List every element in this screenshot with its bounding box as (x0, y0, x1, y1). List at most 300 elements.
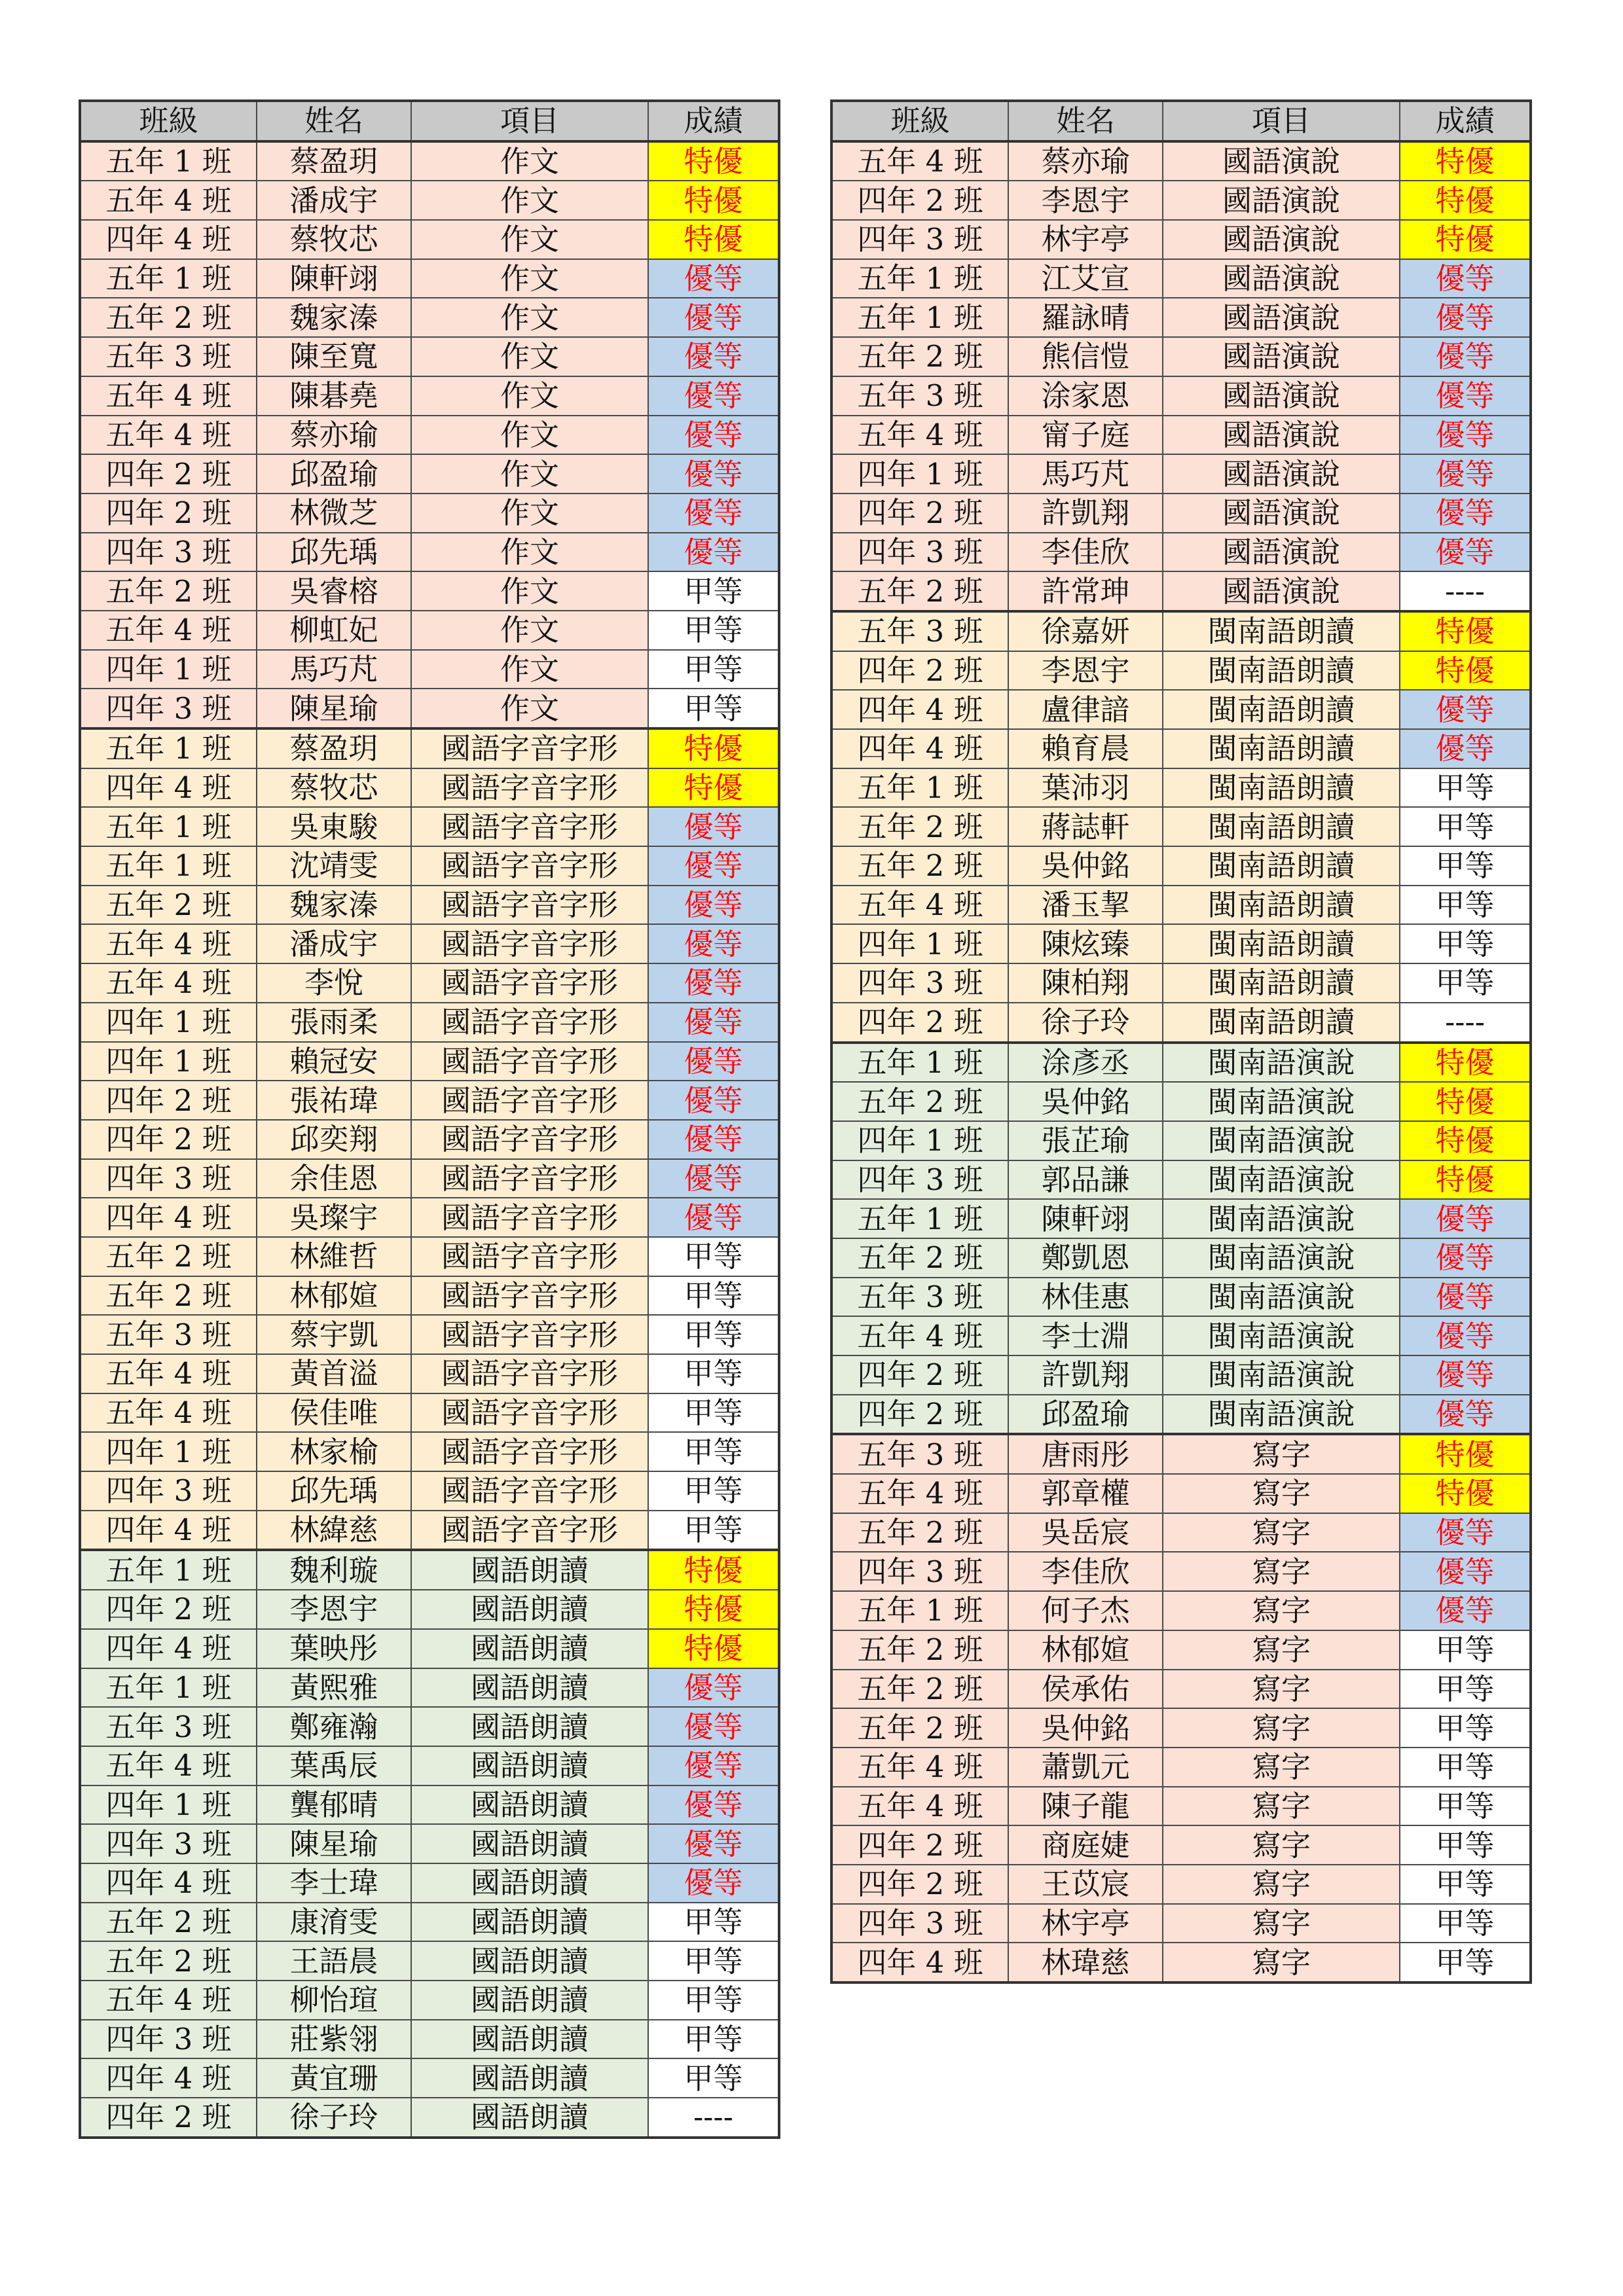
item-cell: 國語演說 (1163, 141, 1400, 181)
table-row (831, 298, 1531, 337)
table-row (80, 924, 779, 963)
item-cell: 寫字 (1163, 1943, 1400, 1982)
table-row (831, 651, 1531, 691)
item-cell: 閩南語演說 (1163, 1278, 1400, 1317)
score-cell: 甲等 (648, 2058, 779, 2098)
item-cell: 國語演說 (1163, 454, 1400, 493)
table-row (80, 2098, 779, 2138)
item-cell: 作文 (411, 181, 648, 220)
score-cell: ---- (648, 2098, 779, 2138)
table-row (831, 690, 1531, 729)
item-cell: 閩南語朗讀 (1163, 651, 1400, 691)
item-cell: 國語朗讀 (411, 2020, 648, 2059)
class-cell: 四年 2 班 (80, 454, 257, 493)
name-cell: 林維哲 (257, 1237, 411, 1276)
score-cell: 甲等 (648, 571, 779, 611)
class-cell: 四年 3 班 (831, 533, 1008, 572)
score-cell: 甲等 (648, 1471, 779, 1511)
class-cell: 四年 3 班 (80, 533, 257, 572)
item-cell: 閩南語朗讀 (1163, 807, 1400, 846)
item-cell: 閩南語朗讀 (1163, 963, 1400, 1003)
name-cell: 張芷瑜 (1008, 1121, 1163, 1160)
name-cell: 魏家溱 (257, 298, 411, 337)
class-cell: 五年 2 班 (831, 1670, 1008, 1709)
name-cell: 吳仲銘 (1008, 1082, 1163, 1121)
item-cell: 作文 (411, 650, 648, 689)
class-cell: 五年 1 班 (80, 141, 257, 181)
item-cell: 國語字音字形 (411, 1198, 648, 1237)
item-cell: 國語字音字形 (411, 1120, 648, 1159)
score-cell: 優等 (1400, 454, 1531, 493)
table-row (831, 1708, 1531, 1748)
name-cell: 涂家恩 (1008, 376, 1163, 416)
item-cell: 國語字音字形 (411, 1511, 648, 1551)
item-cell: 閩南語朗讀 (1163, 768, 1400, 808)
header-class: 班級 (80, 101, 257, 141)
table-row (831, 1434, 1531, 1474)
table-row (80, 337, 779, 376)
class-cell: 五年 3 班 (80, 1315, 257, 1354)
class-cell: 四年 2 班 (80, 1081, 257, 1120)
name-cell: 李佳欣 (1008, 533, 1163, 572)
name-cell: 徐嘉妍 (1008, 611, 1163, 651)
item-cell: 國語演說 (1163, 259, 1400, 298)
score-cell: 甲等 (648, 1981, 779, 2020)
table-row (831, 963, 1531, 1003)
class-cell: 四年 2 班 (831, 1865, 1008, 1904)
score-cell: 優等 (1400, 416, 1531, 455)
table-row (831, 181, 1531, 220)
table-row (80, 376, 779, 416)
header-name: 姓名 (257, 101, 411, 141)
class-cell: 五年 1 班 (831, 768, 1008, 808)
score-cell: 甲等 (1400, 1943, 1531, 1982)
item-cell: 閩南語演說 (1163, 1238, 1400, 1278)
table-row (80, 689, 779, 728)
table-row (80, 1003, 779, 1042)
score-cell: 優等 (648, 886, 779, 925)
table-row (80, 650, 779, 689)
name-cell: 李悅 (257, 963, 411, 1003)
name-cell: 唐雨彤 (1008, 1434, 1163, 1474)
class-cell: 五年 3 班 (831, 1434, 1008, 1474)
score-cell: 優等 (648, 846, 779, 886)
class-cell: 四年 3 班 (831, 1904, 1008, 1943)
score-cell: 優等 (1400, 1316, 1531, 1355)
name-cell: 李士瑋 (257, 1863, 411, 1903)
table-row (80, 259, 779, 298)
name-cell: 賴育晨 (1008, 729, 1163, 768)
name-cell: 徐子玲 (1008, 1003, 1163, 1043)
name-cell: 侯承佑 (1008, 1670, 1163, 1709)
table-row (831, 1395, 1531, 1435)
score-cell: 優等 (648, 1824, 779, 1863)
class-cell: 五年 1 班 (80, 259, 257, 298)
class-cell: 五年 1 班 (831, 1591, 1008, 1630)
item-cell: 國語朗讀 (411, 2098, 648, 2138)
table-row (80, 728, 779, 768)
table-row (831, 1943, 1531, 1982)
class-cell: 四年 1 班 (80, 1432, 257, 1471)
class-cell: 四年 3 班 (80, 1159, 257, 1198)
class-cell: 四年 3 班 (80, 689, 257, 728)
item-cell: 寫字 (1163, 1825, 1400, 1865)
name-cell: 陳柏翔 (1008, 963, 1163, 1003)
score-cell: 特優 (1400, 1160, 1531, 1200)
name-cell: 李士淵 (1008, 1316, 1163, 1355)
item-cell: 閩南語演說 (1163, 1043, 1400, 1083)
score-cell: 優等 (648, 376, 779, 416)
table-row (80, 1432, 779, 1471)
table-row (80, 1511, 779, 1551)
score-cell: 特優 (1400, 181, 1531, 220)
class-cell: 四年 2 班 (80, 1590, 257, 1629)
score-cell: 甲等 (1400, 1708, 1531, 1748)
item-cell: 國語演說 (1163, 220, 1400, 259)
name-cell: 潘成宇 (257, 181, 411, 220)
name-cell: 蔣誌軒 (1008, 807, 1163, 846)
class-cell: 四年 2 班 (831, 493, 1008, 533)
class-cell: 四年 2 班 (831, 1003, 1008, 1043)
name-cell: 江艾宣 (1008, 259, 1163, 298)
table-row (831, 1160, 1531, 1200)
class-cell: 五年 2 班 (831, 846, 1008, 886)
class-cell: 五年 4 班 (80, 611, 257, 650)
class-cell: 四年 1 班 (831, 454, 1008, 493)
name-cell: 魏利璇 (257, 1550, 411, 1590)
score-cell: 優等 (648, 454, 779, 493)
table-row (80, 807, 779, 846)
table-row (80, 1941, 779, 1981)
item-cell: 作文 (411, 611, 648, 650)
table-row (80, 493, 779, 533)
name-cell: 陳炫臻 (1008, 924, 1163, 963)
table-row (831, 1591, 1531, 1630)
name-cell: 林緯慈 (257, 1511, 411, 1551)
name-cell: 何子杰 (1008, 1591, 1163, 1630)
item-cell: 閩南語演說 (1163, 1395, 1400, 1435)
name-cell: 陳星瑜 (257, 1824, 411, 1863)
score-cell: 甲等 (1400, 768, 1531, 808)
class-cell: 五年 2 班 (831, 807, 1008, 846)
class-cell: 五年 4 班 (80, 1354, 257, 1393)
score-cell: 優等 (648, 1003, 779, 1042)
name-cell: 林家榆 (257, 1432, 411, 1471)
item-cell: 寫字 (1163, 1904, 1400, 1943)
name-cell: 余佳恩 (257, 1159, 411, 1198)
name-cell: 葉映彤 (257, 1629, 411, 1668)
item-cell: 寫字 (1163, 1748, 1400, 1787)
score-cell: 甲等 (1400, 846, 1531, 886)
score-cell: 特優 (648, 220, 779, 259)
item-cell: 作文 (411, 259, 648, 298)
table-row (80, 846, 779, 886)
score-cell: 優等 (648, 259, 779, 298)
name-cell: 郭品謙 (1008, 1160, 1163, 1200)
name-cell: 黃熙雅 (257, 1668, 411, 1708)
name-cell: 林瑋慈 (1008, 1943, 1163, 1982)
class-cell: 四年 4 班 (80, 1511, 257, 1551)
name-cell: 徐子玲 (257, 2098, 411, 2138)
score-cell: 優等 (1400, 376, 1531, 416)
table-row (80, 1159, 779, 1198)
name-cell: 陳星瑜 (257, 689, 411, 728)
class-cell: 五年 4 班 (831, 1474, 1008, 1513)
item-cell: 國語字音字形 (411, 1432, 648, 1471)
header-row (831, 101, 1531, 141)
table-row (831, 1748, 1531, 1787)
header-score: 成績 (1400, 101, 1531, 141)
score-cell: 甲等 (648, 1903, 779, 1942)
table-row (80, 1081, 779, 1120)
score-cell: 優等 (648, 493, 779, 533)
name-cell: 侯佳唯 (257, 1393, 411, 1433)
score-cell: 優等 (648, 924, 779, 963)
name-cell: 柳怡瑄 (257, 1981, 411, 2020)
item-cell: 國語演說 (1163, 298, 1400, 337)
score-cell: 甲等 (1400, 1748, 1531, 1787)
class-cell: 四年 3 班 (80, 2020, 257, 2059)
table-row (831, 611, 1531, 651)
class-cell: 四年 3 班 (831, 220, 1008, 259)
class-cell: 五年 1 班 (831, 1043, 1008, 1083)
score-cell: 優等 (1400, 1355, 1531, 1395)
score-cell: 甲等 (648, 650, 779, 689)
score-cell: ---- (1400, 1003, 1531, 1043)
score-cell: 優等 (648, 1198, 779, 1237)
table-row (80, 571, 779, 611)
table-row (831, 1904, 1531, 1943)
score-cell: 甲等 (648, 2020, 779, 2059)
class-cell: 四年 2 班 (831, 1395, 1008, 1435)
score-cell: 優等 (1400, 729, 1531, 768)
table-row (80, 1668, 779, 1708)
item-cell: 國語朗讀 (411, 1824, 648, 1863)
score-cell: 優等 (1400, 1591, 1531, 1630)
item-cell: 國語朗讀 (411, 1903, 648, 1942)
name-cell: 蔡亦瑜 (1008, 141, 1163, 181)
item-cell: 作文 (411, 337, 648, 376)
class-cell: 四年 1 班 (831, 924, 1008, 963)
table-row (80, 533, 779, 572)
item-cell: 作文 (411, 376, 648, 416)
table-row (80, 1120, 779, 1159)
name-cell: 葉沛羽 (1008, 768, 1163, 808)
name-cell: 林佳惠 (1008, 1278, 1163, 1317)
item-cell: 作文 (411, 220, 648, 259)
score-cell: 特優 (648, 768, 779, 808)
item-cell: 寫字 (1163, 1474, 1400, 1513)
table-row (80, 141, 779, 181)
header-item: 項目 (411, 101, 648, 141)
class-cell: 四年 1 班 (80, 1785, 257, 1825)
name-cell: 吳璨宇 (257, 1198, 411, 1237)
table-row (831, 493, 1531, 533)
score-cell: 特優 (648, 181, 779, 220)
item-cell: 國語字音字形 (411, 886, 648, 925)
class-cell: 五年 4 班 (80, 1746, 257, 1785)
class-cell: 四年 3 班 (831, 1160, 1008, 1200)
item-cell: 國語朗讀 (411, 1941, 648, 1981)
table-row (831, 454, 1531, 493)
name-cell: 蔡宇凱 (257, 1315, 411, 1354)
table-row (80, 1042, 779, 1081)
class-cell: 四年 4 班 (80, 2058, 257, 2098)
table-row (80, 1276, 779, 1316)
score-cell: 優等 (648, 1863, 779, 1903)
table-row (80, 1237, 779, 1276)
name-cell: 許常珅 (1008, 571, 1163, 611)
name-cell: 林微芝 (257, 493, 411, 533)
name-cell: 潘玉挈 (1008, 886, 1163, 925)
item-cell: 作文 (411, 298, 648, 337)
item-cell: 國語演說 (1163, 533, 1400, 572)
score-cell: 甲等 (648, 611, 779, 650)
class-cell: 五年 4 班 (831, 1748, 1008, 1787)
score-cell: 甲等 (648, 689, 779, 728)
score-cell: 特優 (1400, 220, 1531, 259)
class-cell: 四年 2 班 (831, 651, 1008, 691)
name-cell: 張祐瑋 (257, 1081, 411, 1120)
item-cell: 閩南語演說 (1163, 1355, 1400, 1395)
name-cell: 馬巧芃 (257, 650, 411, 689)
table-row (831, 259, 1531, 298)
class-cell: 四年 4 班 (80, 220, 257, 259)
class-cell: 四年 2 班 (831, 1825, 1008, 1865)
header-name: 姓名 (1008, 101, 1163, 141)
name-cell: 吳睿榕 (257, 571, 411, 611)
table-row (80, 2058, 779, 2098)
table-row (80, 886, 779, 925)
name-cell: 康淯雯 (257, 1903, 411, 1942)
score-cell: 甲等 (1400, 963, 1531, 1003)
item-cell: 寫字 (1163, 1787, 1400, 1826)
class-cell: 五年 1 班 (80, 807, 257, 846)
score-cell: 特優 (648, 1629, 779, 1668)
class-cell: 五年 3 班 (80, 1707, 257, 1746)
right-table-body (831, 141, 1531, 1982)
score-cell: 優等 (648, 1746, 779, 1785)
item-cell: 閩南語朗讀 (1163, 611, 1400, 651)
class-cell: 四年 4 班 (831, 1943, 1008, 1982)
score-cell: 優等 (648, 963, 779, 1003)
item-cell: 國語演說 (1163, 337, 1400, 376)
name-cell: 葉禹辰 (257, 1746, 411, 1785)
score-cell: 甲等 (648, 1237, 779, 1276)
item-cell: 閩南語朗讀 (1163, 846, 1400, 886)
class-cell: 五年 3 班 (831, 611, 1008, 651)
class-cell: 五年 4 班 (831, 886, 1008, 925)
table-row (80, 1315, 779, 1354)
name-cell: 蔡盈玥 (257, 141, 411, 181)
name-cell: 李佳欣 (1008, 1552, 1163, 1591)
class-cell: 五年 4 班 (80, 963, 257, 1003)
class-cell: 五年 4 班 (80, 376, 257, 416)
table-row (80, 1198, 779, 1237)
item-cell: 國語朗讀 (411, 1981, 648, 2020)
score-cell: 甲等 (1400, 1865, 1531, 1904)
class-cell: 五年 4 班 (831, 1316, 1008, 1355)
score-cell: ---- (1400, 571, 1531, 611)
score-cell: 優等 (1400, 337, 1531, 376)
score-cell: 甲等 (648, 1276, 779, 1316)
score-cell: 優等 (648, 807, 779, 846)
class-cell: 五年 4 班 (80, 1981, 257, 2020)
score-cell: 優等 (648, 1159, 779, 1198)
class-cell: 五年 4 班 (80, 924, 257, 963)
score-cell: 甲等 (1400, 807, 1531, 846)
score-cell: 特優 (648, 141, 779, 181)
item-cell: 寫字 (1163, 1630, 1400, 1670)
item-cell: 寫字 (1163, 1708, 1400, 1748)
score-cell: 特優 (648, 1550, 779, 1590)
table-row (80, 1393, 779, 1433)
table-row (80, 1785, 779, 1825)
score-cell: 特優 (1400, 651, 1531, 691)
name-cell: 盧律諳 (1008, 690, 1163, 729)
item-cell: 國語字音字形 (411, 1081, 648, 1120)
class-cell: 四年 4 班 (80, 768, 257, 808)
name-cell: 魏家溱 (257, 886, 411, 925)
item-cell: 國語字音字形 (411, 1276, 648, 1316)
score-cell: 優等 (648, 416, 779, 455)
name-cell: 林宇亭 (1008, 220, 1163, 259)
class-cell: 四年 1 班 (80, 650, 257, 689)
table-row (831, 1238, 1531, 1278)
table-row (831, 1082, 1531, 1121)
score-cell: 優等 (648, 533, 779, 572)
table-row (831, 1355, 1531, 1395)
item-cell: 閩南語演說 (1163, 1121, 1400, 1160)
table-row (831, 376, 1531, 416)
score-cell: 特優 (648, 1590, 779, 1629)
score-cell: 優等 (648, 1785, 779, 1825)
table-row (831, 416, 1531, 455)
class-cell: 四年 3 班 (831, 963, 1008, 1003)
table-row (80, 768, 779, 808)
score-cell: 優等 (648, 1042, 779, 1081)
score-cell: 特優 (1400, 1082, 1531, 1121)
class-cell: 四年 1 班 (80, 1042, 257, 1081)
item-cell: 寫字 (1163, 1434, 1400, 1474)
score-cell: 優等 (1400, 298, 1531, 337)
item-cell: 閩南語朗讀 (1163, 729, 1400, 768)
class-cell: 四年 3 班 (80, 1471, 257, 1511)
class-cell: 五年 2 班 (80, 571, 257, 611)
class-cell: 四年 2 班 (80, 1120, 257, 1159)
table-row (831, 768, 1531, 808)
class-cell: 四年 2 班 (831, 181, 1008, 220)
score-cell: 甲等 (1400, 1670, 1531, 1709)
item-cell: 國語演說 (1163, 571, 1400, 611)
score-cell: 優等 (1400, 1278, 1531, 1317)
item-cell: 國語朗讀 (411, 1550, 648, 1590)
class-cell: 五年 2 班 (80, 1237, 257, 1276)
name-cell: 邱奕翔 (257, 1120, 411, 1159)
item-cell: 國語字音字形 (411, 1354, 648, 1393)
score-cell: 特優 (1400, 1043, 1531, 1083)
table-row (831, 1043, 1531, 1083)
name-cell: 沈靖雯 (257, 846, 411, 886)
score-cell: 優等 (1400, 259, 1531, 298)
class-cell: 四年 2 班 (80, 2098, 257, 2138)
item-cell: 作文 (411, 571, 648, 611)
table-row (80, 1863, 779, 1903)
table-row (831, 1630, 1531, 1670)
table-row (831, 1003, 1531, 1043)
class-cell: 五年 2 班 (831, 571, 1008, 611)
class-cell: 四年 3 班 (80, 1824, 257, 1863)
